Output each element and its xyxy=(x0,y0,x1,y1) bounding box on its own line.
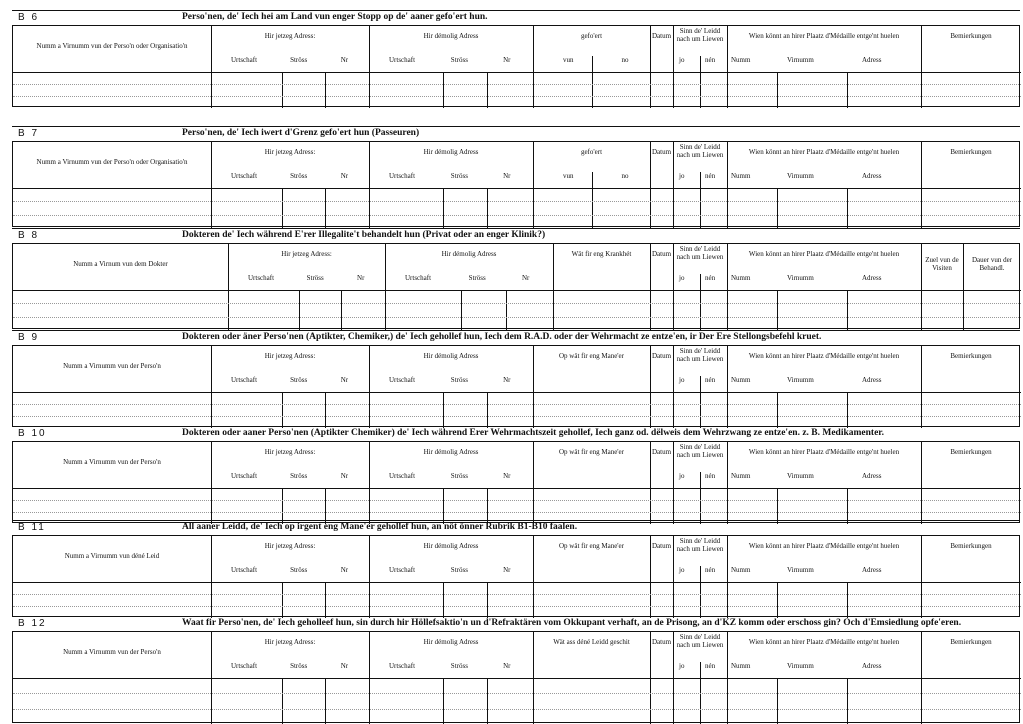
header-bottom-rule xyxy=(13,188,1021,189)
name-column-header: Numm a Virnumm vun der Perso'n oder Organisatio'n xyxy=(36,42,188,50)
section-b12 xyxy=(12,616,1020,724)
extra-column-header: gefo'ert xyxy=(580,148,603,156)
numm-label: Numm xyxy=(731,472,751,480)
form-table xyxy=(12,631,1020,723)
alive-header: Sinn de' Leidd nach um Liewen xyxy=(676,245,724,261)
nr-label: Nr xyxy=(503,472,511,480)
sub-divider xyxy=(777,488,778,524)
entry-line[interactable] xyxy=(13,303,1021,304)
extra-column-header: Op wät fir eng Mane'er xyxy=(558,352,624,360)
section-b7 xyxy=(12,126,1020,228)
nr-label: Nr xyxy=(503,56,511,64)
numm-label: Numm xyxy=(731,172,751,180)
ortschaft-label: Urtschaft xyxy=(389,566,416,574)
nr-label: Nr xyxy=(340,566,349,574)
sub-divider xyxy=(487,72,488,108)
extra-column-header: Op wät fir eng Mane'er xyxy=(558,542,624,550)
remarks-header: Bemierkungen xyxy=(950,448,992,456)
entry-line[interactable] xyxy=(13,96,1021,97)
extra-column-header: Wät fir eng Krankhét xyxy=(571,250,632,258)
sub-divider xyxy=(777,188,778,228)
sub-divider xyxy=(847,582,848,618)
section-header xyxy=(12,616,1020,630)
nr-label: Nr xyxy=(503,566,511,574)
nen-label: nén xyxy=(705,172,716,180)
alive-header: Sinn de' Leidd nach um Liewen xyxy=(676,347,724,363)
ortschaft-label: Urtschaft xyxy=(231,172,258,180)
sub-divider xyxy=(487,582,488,618)
nr-label: Nr xyxy=(340,376,349,384)
sub-divider xyxy=(282,188,283,228)
section-title: Dokteren oder aaner Perso'nen (Aptikter Chemiker) de' Iech während Erer Wehrmachtszeit gehollef, Iech ganz od. dëlweis dem Wehrzwang ze entze'en. z. B. Medikamenter. xyxy=(182,428,885,438)
entry-line[interactable] xyxy=(13,404,1021,405)
section-header xyxy=(12,330,1020,344)
stross-label: Ströss xyxy=(450,566,468,574)
section-b10 xyxy=(12,426,1020,524)
sub-divider xyxy=(282,72,283,108)
sub-divider xyxy=(506,290,507,330)
medal-header: Wien könnt an hirer Plaatz d'Médaille entge'nt huelen xyxy=(748,448,900,456)
section-header xyxy=(12,126,1020,140)
from-label: vun xyxy=(563,56,574,64)
datum-header: Datum xyxy=(651,638,672,646)
sub-divider xyxy=(777,290,778,330)
form-table xyxy=(12,441,1020,523)
current-address-header: Hir jetzeg Adress: xyxy=(264,352,316,360)
visits-header: Zuel vun de Visiten xyxy=(925,256,959,272)
form-table xyxy=(12,535,1020,617)
name-column-header: Numm a Virnum vun dem Dokter xyxy=(73,260,168,268)
to-label: no xyxy=(621,56,629,64)
alive-header: Sinn de' Leidd nach um Liewen xyxy=(676,443,724,459)
sub-divider xyxy=(325,188,326,228)
sub-divider xyxy=(487,188,488,228)
medal-header: Wien könnt an hirer Plaatz d'Médaille entge'nt huelen xyxy=(748,542,900,550)
sub-divider xyxy=(777,72,778,108)
entry-line[interactable] xyxy=(13,416,1021,417)
sub-divider xyxy=(487,488,488,524)
name-column-header: Numm a Virnumm vun der Perso'n xyxy=(63,648,161,656)
former-address-header: Hir démolig Adress xyxy=(423,32,479,40)
datum-header: Datum xyxy=(651,542,672,550)
datum-header: Datum xyxy=(651,32,672,40)
stross-label: Ströss xyxy=(290,566,308,574)
datum-header: Datum xyxy=(651,148,672,156)
sub-divider xyxy=(325,678,326,724)
sub-divider xyxy=(777,678,778,724)
sub-divider xyxy=(325,72,326,108)
ortschaft-label: Urtschaft xyxy=(389,376,416,384)
extra-column-header: Op wät fir eng Mane'er xyxy=(558,448,624,456)
sub-divider xyxy=(341,290,342,330)
from-label: vun xyxy=(563,172,574,180)
nr-label: Nr xyxy=(521,274,530,282)
adress-label: Adress xyxy=(862,56,882,64)
name-column-header: Numm a Virnumm vun déné Leid xyxy=(64,552,160,560)
sub-divider xyxy=(325,392,326,428)
ortschaft-label: Urtschaft xyxy=(405,274,432,282)
sub-divider xyxy=(487,678,488,724)
to-label: no xyxy=(621,172,629,180)
sub-divider xyxy=(299,290,300,330)
datum-header: Datum xyxy=(651,352,672,360)
medal-header: Wien könnt an hirer Plaatz d'Médaille entge'nt huelen xyxy=(748,148,900,156)
nr-label: Nr xyxy=(340,662,349,670)
stross-label: Ströss xyxy=(450,56,468,64)
adress-label: Adress xyxy=(862,172,882,180)
ortschaft-label: Urtschaft xyxy=(231,376,258,384)
sub-divider xyxy=(847,72,848,108)
numm-label: Numm xyxy=(731,56,751,64)
nr-label: Nr xyxy=(503,172,511,180)
header-bottom-rule xyxy=(13,392,1021,393)
column-divider xyxy=(700,566,701,618)
remarks-header: Bemierkungen xyxy=(950,638,992,646)
section-id: B 12 xyxy=(18,618,47,629)
adress-label: Adress xyxy=(862,376,882,384)
sub-divider xyxy=(443,392,444,428)
virnumm-label: Virnumm xyxy=(787,376,814,384)
nr-label: Nr xyxy=(503,662,511,670)
section-id: B 6 xyxy=(18,12,40,23)
current-address-header: Hir jetzeg Adress: xyxy=(264,638,316,646)
sub-divider xyxy=(777,582,778,618)
ortschaft-label: Urtschaft xyxy=(389,172,416,180)
alive-header: Sinn de' Leidd nach um Liewen xyxy=(676,143,724,159)
nr-label: Nr xyxy=(340,472,349,480)
sub-divider xyxy=(847,188,848,228)
entry-line[interactable] xyxy=(13,84,1021,85)
remarks-header: Bemierkungen xyxy=(950,148,992,156)
section-title: Waat fir Perso'nen, de' Iech geholleef hun, sin durch hir Höllefsaktio'n un d'Refraktären vom Okkupant verhaft, an de Prisong, an d'KZ komm oder erschoss gin? Och d'Emsiedlung opfe'eren. xyxy=(182,618,962,628)
section-title: Perso'nen, de' Iech hei am Land vun enger Stopp op de' aaner gefo'ert hun. xyxy=(182,12,488,22)
entry-line[interactable] xyxy=(13,201,1021,202)
nr-label: Nr xyxy=(503,376,511,384)
nen-label: nén xyxy=(705,56,716,64)
former-address-header: Hir démolig Adress xyxy=(441,250,497,258)
section-title: Dokteren de' Iech während E'rer Illegalite't behandelt hun (Privat oder an enger Klinik?) xyxy=(182,230,546,240)
virnumm-label: Virnumm xyxy=(787,274,814,282)
remarks-header: Bemierkungen xyxy=(950,352,992,360)
virnumm-label: Virnumm xyxy=(787,172,814,180)
section-b8 xyxy=(12,228,1020,330)
former-address-header: Hir démolig Adress xyxy=(423,448,479,456)
nen-label: nén xyxy=(705,274,716,282)
nen-label: nén xyxy=(705,566,716,574)
ortschaft-label: Urtschaft xyxy=(231,566,258,574)
datum-header: Datum xyxy=(651,448,672,456)
sub-divider xyxy=(443,72,444,108)
nr-label: Nr xyxy=(340,172,349,180)
medal-header: Wien könnt an hirer Plaatz d'Médaille entge'nt huelen xyxy=(748,352,900,360)
current-address-header: Hir jetzeg Adress: xyxy=(264,542,316,550)
sub-divider xyxy=(461,290,462,330)
sub-divider xyxy=(847,488,848,524)
nr-label: Nr xyxy=(340,56,349,64)
former-address-header: Hir démolig Adress xyxy=(423,352,479,360)
adress-label: Adress xyxy=(862,472,882,480)
sub-divider xyxy=(443,678,444,724)
column-divider xyxy=(700,274,701,330)
sub-divider xyxy=(282,488,283,524)
header-bottom-rule xyxy=(13,290,1021,291)
entry-line[interactable] xyxy=(13,500,1021,501)
former-address-header: Hir démolig Adress xyxy=(423,542,479,550)
numm-label: Numm xyxy=(731,662,751,670)
form-table xyxy=(12,141,1020,227)
sub-divider xyxy=(847,678,848,724)
extra-column-header: Wät ass déné Leidd geschit xyxy=(553,638,630,646)
ortschaft-label: Urtschaft xyxy=(231,472,258,480)
adress-label: Adress xyxy=(862,274,882,282)
name-column-header: Numm a Virnumm vun der Perso'n oder Organisatio'n xyxy=(36,158,188,166)
name-column-header: Numm a Virnumm vun der Perso'n xyxy=(63,362,161,370)
alive-header: Sinn de' Leidd nach um Liewen xyxy=(676,27,724,43)
sub-divider xyxy=(443,488,444,524)
current-address-header: Hir jetzeg Adress: xyxy=(264,448,316,456)
stross-label: Ströss xyxy=(468,274,486,282)
section-b9 xyxy=(12,330,1020,428)
column-divider xyxy=(700,472,701,524)
section-b6 xyxy=(12,10,1020,108)
column-divider xyxy=(592,172,593,228)
section-title: Perso'nen, de' Iech iwert d'Grenz gefo'ert hun (Passeuren) xyxy=(182,128,420,138)
sub-divider xyxy=(282,678,283,724)
sub-divider xyxy=(487,392,488,428)
jo-label: jo xyxy=(679,472,685,480)
former-address-header: Hir démolig Adress xyxy=(423,638,479,646)
section-id: B 11 xyxy=(18,522,46,533)
header-bottom-rule xyxy=(13,72,1021,73)
sub-divider xyxy=(282,392,283,428)
jo-label: jo xyxy=(679,56,685,64)
ortschaft-label: Urtschaft xyxy=(248,274,275,282)
entry-line[interactable] xyxy=(13,693,1021,694)
header-bottom-rule xyxy=(13,678,1021,679)
section-id: B 10 xyxy=(18,428,47,439)
adress-label: Adress xyxy=(862,566,882,574)
sub-divider xyxy=(777,392,778,428)
ortschaft-label: Urtschaft xyxy=(389,56,416,64)
ortschaft-label: Urtschaft xyxy=(231,662,258,670)
section-id: B 7 xyxy=(18,128,40,139)
sub-divider xyxy=(847,290,848,330)
former-address-header: Hir démolig Adress xyxy=(423,148,479,156)
entry-line[interactable] xyxy=(13,512,1021,513)
column-divider xyxy=(700,376,701,428)
ortschaft-label: Urtschaft xyxy=(389,472,416,480)
adress-label: Adress xyxy=(862,662,882,670)
current-address-header: Hir jetzeg Adress: xyxy=(264,32,316,40)
medal-header: Wien könnt an hirer Plaatz d'Médaille entge'nt huelen xyxy=(748,250,900,258)
stross-label: Ströss xyxy=(290,472,308,480)
stross-label: Ströss xyxy=(290,56,308,64)
section-header xyxy=(12,228,1020,242)
section-title: All aaner Leidd, de' Iech op irgent eng Mane'er gehollef hun, an nöt önner Rubrik B1-B10 faalen. xyxy=(182,522,578,532)
stross-label: Ströss xyxy=(290,172,308,180)
entry-line[interactable] xyxy=(13,709,1021,710)
stross-label: Ströss xyxy=(450,376,468,384)
remarks-header: Bemierkungen xyxy=(950,32,992,40)
stross-label: Ströss xyxy=(290,662,308,670)
entry-line[interactable] xyxy=(13,215,1021,216)
form-table xyxy=(12,25,1020,107)
sub-divider xyxy=(847,392,848,428)
jo-label: jo xyxy=(679,566,685,574)
form-table xyxy=(12,345,1020,427)
alive-header: Sinn de' Leidd nach um Liewen xyxy=(676,537,724,553)
jo-label: jo xyxy=(679,662,685,670)
column-divider xyxy=(592,56,593,108)
form-table xyxy=(12,243,1020,329)
numm-label: Numm xyxy=(731,376,751,384)
section-header xyxy=(12,520,1020,534)
nr-label: Nr xyxy=(357,274,365,282)
stross-label: Ströss xyxy=(450,472,468,480)
jo-label: jo xyxy=(679,274,685,282)
virnumm-label: Virnumm xyxy=(787,472,814,480)
sub-divider xyxy=(282,582,283,618)
jo-label: jo xyxy=(679,376,685,384)
sub-divider xyxy=(325,488,326,524)
section-header xyxy=(12,426,1020,440)
section-title: Dokteren oder äner Perso'nen (Aptikter, Chemiker,) de' Iech gehollef hun, Iech dem R.A.D. oder der Wehrmacht ze entze'en, ir Der Ere Stellongsbefehl kruet. xyxy=(182,332,822,342)
entry-line[interactable] xyxy=(13,317,1021,318)
section-id: B 8 xyxy=(18,230,40,241)
section-id: B 9 xyxy=(18,332,40,343)
ortschaft-label: Urtschaft xyxy=(389,662,416,670)
treatment-duration-header: Dauer vun der Behandl. xyxy=(971,256,1013,272)
sub-divider xyxy=(325,582,326,618)
virnumm-label: Virnumm xyxy=(787,566,814,574)
sub-divider xyxy=(443,582,444,618)
virnumm-label: Virnumm xyxy=(787,56,814,64)
stross-label: Ströss xyxy=(290,376,308,384)
medal-header: Wien könnt an hirer Plaatz d'Médaille entge'nt huelen xyxy=(748,638,900,646)
medal-header: Wien könnt an hirer Plaatz d'Médaille entge'nt huelen xyxy=(748,32,900,40)
remarks-header: Bemierkungen xyxy=(950,542,992,550)
nen-label: nén xyxy=(705,376,716,384)
virnumm-label: Virnumm xyxy=(787,662,814,670)
stross-label: Ströss xyxy=(306,274,324,282)
current-address-header: Hir jetzeg Adress: xyxy=(264,148,316,156)
entry-line[interactable] xyxy=(13,594,1021,595)
alive-header: Sinn de' Leidd nach um Liewen xyxy=(676,633,724,649)
name-column-header: Numm a Virnumm vun der Perso'n xyxy=(63,458,161,466)
nen-label: nén xyxy=(705,662,716,670)
stross-label: Ströss xyxy=(450,662,468,670)
sub-divider xyxy=(443,188,444,228)
column-divider xyxy=(700,172,701,228)
jo-label: jo xyxy=(679,172,685,180)
current-address-header: Hir jetzeg Adress: xyxy=(281,250,332,258)
header-bottom-rule xyxy=(13,488,1021,489)
extra-column-header: gefo'ert xyxy=(580,32,603,40)
ortschaft-label: Urtschaft xyxy=(231,56,258,64)
section-header xyxy=(12,10,1020,24)
numm-label: Numm xyxy=(731,274,751,282)
stross-label: Ströss xyxy=(450,172,468,180)
numm-label: Numm xyxy=(731,566,751,574)
column-divider xyxy=(700,56,701,108)
datum-header: Datum xyxy=(651,250,672,258)
nen-label: nén xyxy=(705,472,716,480)
entry-line[interactable] xyxy=(13,606,1021,607)
header-bottom-rule xyxy=(13,582,1021,583)
section-b11 xyxy=(12,520,1020,618)
